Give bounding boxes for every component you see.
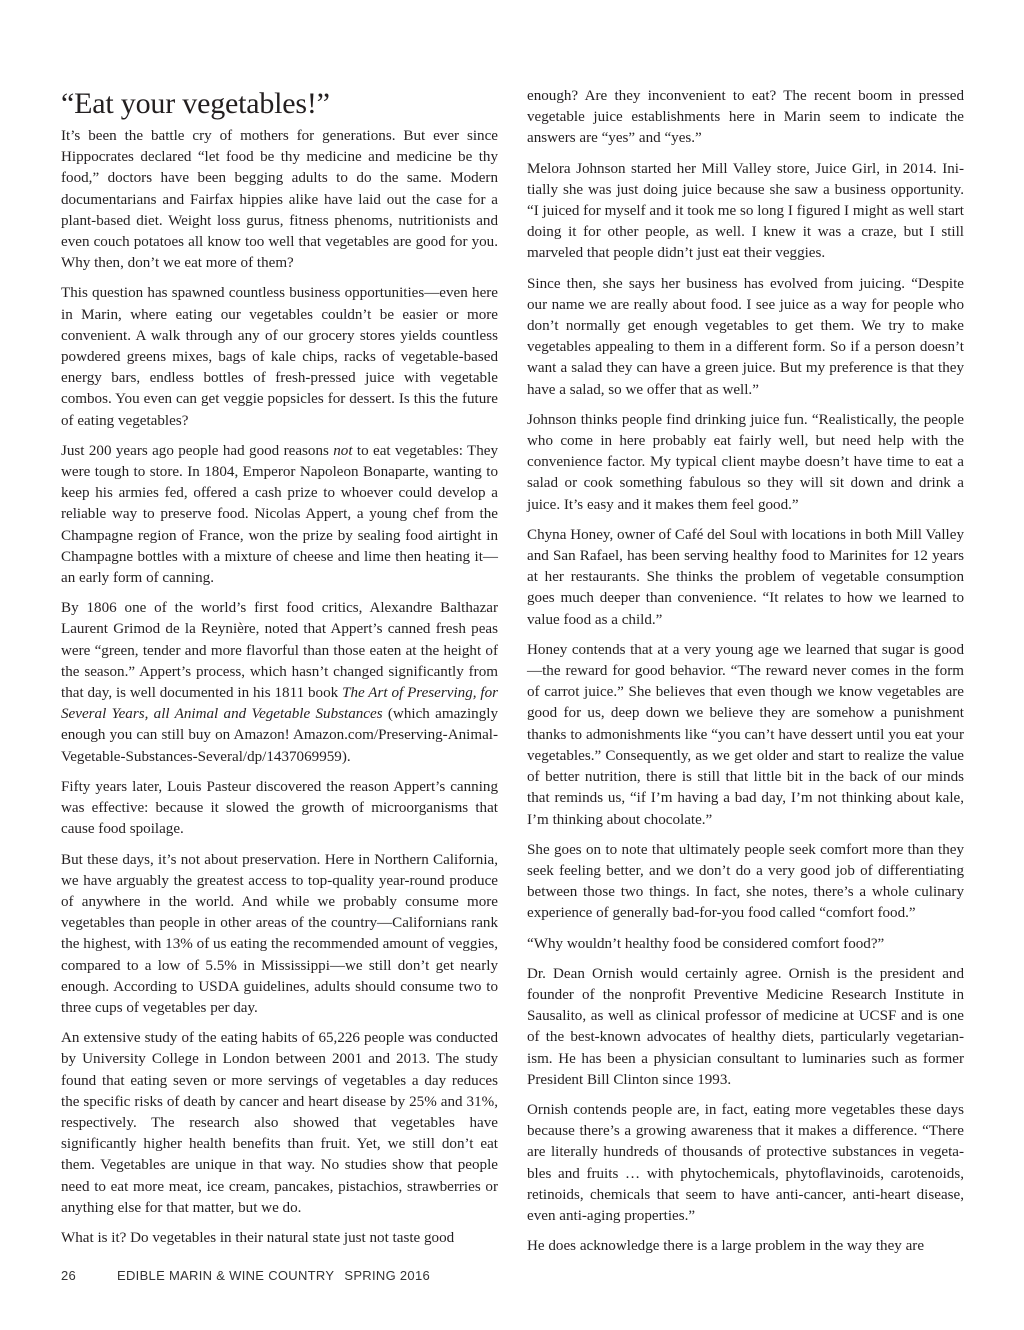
paragraph — [61, 598, 498, 768]
paragraph: He does acknowledge there is a large problem in the way they are — [527, 1238, 925, 1255]
paragraph: This question has spawned countless business opportunities—even here in Marin, where eating our vegetables couldn’t be easier or more convenient. A walk through any of our grocery stores yields countless powdered greens mixes, bags of kale chips, racks of vegetable-based energy bars, endless bottles of fresh-pressed juice with vegetable combos. You even can get veggie popsicles for dessert. Is this the future of eating vegetables? — [61, 285, 498, 429]
paragraph: Honey contends that at a very young age we learned that sugar is good—the reward for good behavior. “The reward never comes in the form of carrot juice.” She believes that even though we know vegetables are good for us, deep down we believe they are somehow a punishment thanks to admonishments like “you can’t have dessert until you eat your vegetables.” Consequently, as we get older and start to realize the value of better nutrition, there is still that little bit in the back of our minds that reminds us, “if I’m having a bad day, I’m not thinking about kale, I’m thinking about chocolate.” — [527, 641, 964, 828]
paragraph: Johnson thinks people find drinking juice fun. “Realistically, the people who come in here probably eat fairly well, but need help with the convenience factor. My typical client maybe doesn’t have time to eat a salad or cook something fabulous so they will sit down and drink a juice. It’s easy and it makes them feel good.” — [527, 411, 964, 513]
article-headline: “Eat your vegetables!” — [61, 87, 330, 120]
paragraph: Melora Johnson started her Mill Valley store, Juice Girl, in 2014. Initially she was just doing juice because she saw a business opportunity. “I juiced for myself and it took me so long I figured I might as well start doing it for other people, as well. I knew it was a craze, but I still marveled that people didn’t just eat their veggies. — [527, 160, 964, 262]
paragraph: Dr. Dean Ornish would certainly agree. Ornish is the president and founder of the nonprofit Preventive Medicine Research Institute in Sausalito, as well as clinical professor of medicine at UCSF and is one of the best-known advocates of healthy diets, particularly vegetarianism. He has been a physician consultant to luminaries such as former President Bill Clinton since 1993. — [527, 965, 964, 1088]
book-title: The Art of Preserving, for Several Years, all Animal and Vegetable Substances — [61, 685, 499, 723]
publication-name: EDIBLE MARIN & WINE COUNTRY — [117, 1268, 335, 1283]
page-number: 26 — [61, 1268, 77, 1283]
paragraph: Ornish contends people are, in fact, eating more vegetables these days because there’s a growing awareness that it makes a difference. “There are literally hundreds of thousands of protective substances in vegetables and fruits … with phytochemicals, phytoflavinoids, carotenoids, retinoids, chemicals that seem to have anti-cancer, anti-heart disease, even anti-aging properties.” — [527, 1101, 964, 1224]
issue-name: SPRING 2016 — [344, 1268, 431, 1283]
paragraph-text: to eat vegetables: They were tough to store. In 1804, Emperor Napoleon Bonaparte, wanting to keep his armies fed, offered a cash prize to whoever could develop a reliable way to preserve food. Nicolas Appert, a young chef from the Champagne region of France, won the prize by sealing food airtight in Champagne bottles with a mixture of cheese and lime then heating it—an early form of canning. — [61, 442, 499, 587]
paragraph: Chyna Honey, owner of Café del Soul with locations in both Mill Valley and San Rafael, has been serving healthy food to Marinites for 12 years at her restaurants. She thinks the problem of vegetable consumption goes much deeper than convenience. “It relates to how we learned to value food as a child.” — [527, 526, 964, 628]
paragraph: Since then, she says her business has evolved from juicing. “Despite our name we are really about food. I see juice as a way for people who don’t normally get enough vegetables to get them. We try to make vegetables appealing to them in a different form. So if a person doesn’t want a salad they can have a green juice. But my preference is that they have a salad, so we offer that as well.” — [527, 275, 964, 398]
right-column — [527, 86, 964, 1266]
paragraph: It’s been the battle cry of mothers for generations. But ever since Hippocrates declared “let food be thy medicine and medicine be thy food,” doctors have been begging adults to do the same. Modern documentarians and Fairfax hippies alike have laid out the case for a plant-based diet. Weight loss gurus, fitness phenoms, nutritionists and even couch potatoes all know too well that vegetables are good for you. Why then, don’t we eat more of them? — [61, 128, 498, 272]
paragraph-text: By 1806 one of the world’s first food critics, Alexandre Balthazar Laurent Grimod de la Reynière, noted that Appert’s canned fresh peas were “green, tender and more flavorful than those eaten at the height of the season.” Appert’s process, which hasn’t changed significantly from that day, is well documented in his 1811 book — [61, 600, 498, 702]
paragraph: enough? Are they inconvenient to eat? The recent boom in pressed vegetable juice establishments here in Marin seem to indicate the answers are “yes” and “yes.” — [527, 88, 964, 147]
page-footer — [61, 1268, 430, 1283]
emphasis-text: not — [333, 442, 353, 459]
paragraph: An extensive study of the eating habits of 65,226 people was conducted by University College in London between 2001 and 2013. The study found that eating seven or more servings of vegetables a day reduces the specific risks of death by cancer and heart disease by 25% and 31%, respectively. The research also showed that vegetables have significantly higher health benefits than fruit. Yet, we still don’t eat them. Vegetables are unique in that way. No studies show that people need to eat more meat, ice cream, pancakes, pistachios, strawberries or anything else for that matter, but we do. — [61, 1030, 498, 1216]
paragraph-text: Just 200 years ago people had good reasons — [61, 442, 334, 459]
paragraph: Fifty years later, Louis Pasteur discovered the reason Appert’s canning was effective: because it slowed the growth of microorganisms that cause food spoilage. — [61, 778, 498, 838]
paragraph: What is it? Do vegetables in their natural state just not taste good — [61, 1229, 455, 1246]
paragraph — [61, 441, 498, 589]
paragraph: But these days, it’s not about preservation. Here in Northern California, we have arguably the greatest access to top-quality year-round produce of anywhere in the world. And while we probably consume more vegetables than people in other areas of the country—Californians rank the highest, with 13% of us eating the recommended amount of veggies, compared to a low of 5.5% in Mississippi—we still don’t get nearly enough. According to USDA guidelines, adults should consume two to three cups of vegetables per day. — [61, 851, 498, 1016]
paragraph-text: (which amazingly enough you can still buy on Amazon! Amazon.com/Preserving-Animal-Vegetable-Substances-Several/dp/1437069959). — [61, 706, 499, 765]
pull-quote-paragraph: “Why wouldn’t healthy food be considered comfort food?” — [527, 935, 885, 952]
left-column — [61, 84, 498, 1258]
paragraph: She goes on to note that ultimately people seek comfort more than they seek feeling better, and we don’t do a very good job of differentiating between those two things. In fact, she notes, there’s a whole culinary experience of generally bad-for-you food called “comfort food.” — [527, 841, 964, 922]
